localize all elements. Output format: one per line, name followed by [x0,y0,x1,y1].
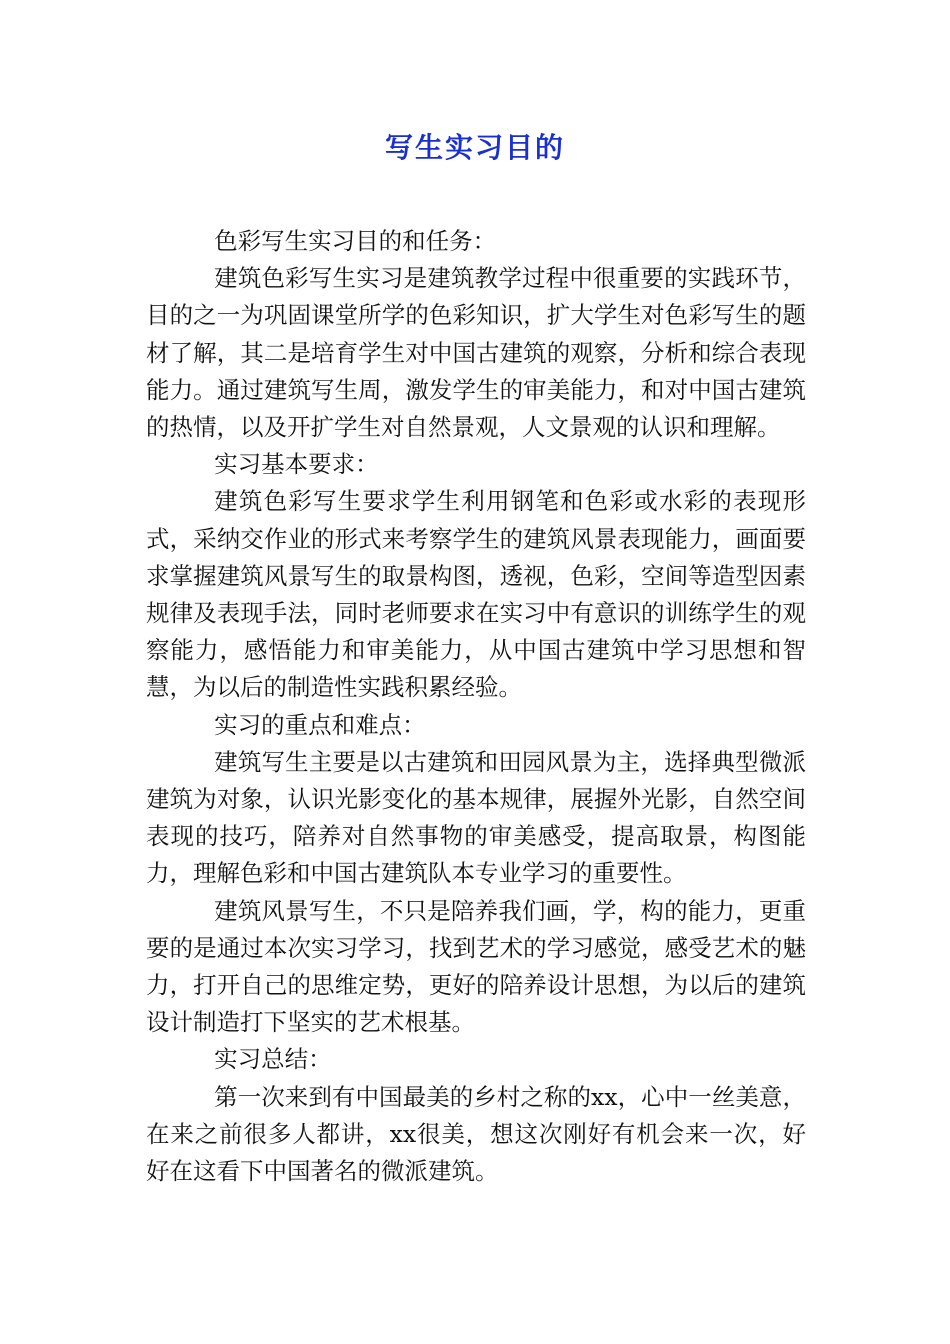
paragraph-key-points: 建筑写生主要是以古建筑和田园风景为主，选择典型微派建筑为对象，认识光影变化的基本规律，展握外光影，自然空间表现的技巧，陪养对自然事物的审美感受，提高取景，构图能力，理解色彩和中国古建筑队本专业学习的重要性。 [146,747,806,888]
section-heading-key-points: 实习的重点和难点： [214,710,426,739]
paragraph-goals: 建筑色彩写生实习是建筑教学过程中很重要的实践环节，目的之一为巩固课堂所学的色彩知识，扩大学生对色彩写生的题材了解，其二是培育学生对中国古建筑的观察，分析和综合表现能力。通过建筑写生周，激发学生的审美能力，和对中国古建筑的热情，以及开扩学生对自然景观，人文景观的认识和理解。 [146,264,806,442]
section-heading-requirements: 实习基本要求： [214,450,379,479]
section-heading-summary: 实习总结： [214,1045,332,1074]
paragraph-requirements: 建筑色彩写生要求学生利用钢笔和色彩或水彩的表现形式，采纳交作业的形式来考察学生的建筑风景表现能力，画面要求掌握建筑风景写生的取景构图，透视，色彩，空间等造型因素规律及表现手法，同时老师要求在实习中有意识的训练学生的观察能力，感悟能力和审美能力，从中国古建筑中学习思想和智慧，为以后的制造性实践积累经验。 [146,487,806,702]
paragraph-landscape-sketching: 建筑风景写生，不只是陪养我们画，学，构的能力，更重要的是通过本次实习学习，找到艺术的学习感觉，感受艺术的魅力，打开自己的思维定势，更好的陪养设计思想，为以后的建筑设计制造打下坚实的艺术根基。 [146,896,806,1037]
section-heading-goals: 色彩写生实习目的和任务： [214,227,497,255]
document-title: 写生实习目的 [384,131,565,164]
paragraph-summary: 第一次来到有中国最美的乡村之称的xx，心中一丝美意，在来之前很多人都讲，xx很美，想这次刚好有机会来一次，好好在这看下中国著名的微派建筑。 [146,1082,806,1186]
document-body [146,223,806,1190]
